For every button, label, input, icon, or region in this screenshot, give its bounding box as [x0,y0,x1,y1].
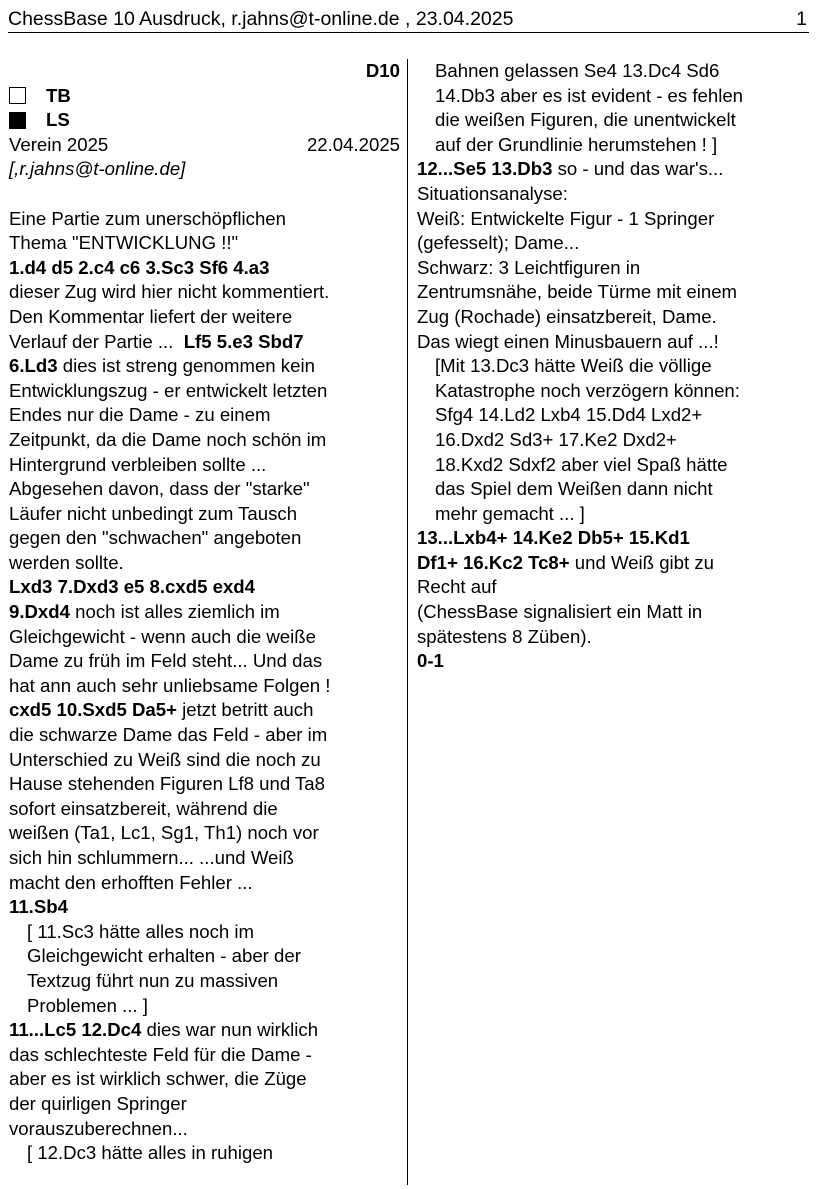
black-player: LS [46,109,70,131]
text-line: 9.Dxd4 noch ist alles ziemlich im [9,601,280,623]
white-player-row [9,84,400,109]
left-column [9,59,400,1166]
move-text: cxd5 10.Sxd5 Da5+ [9,699,177,721]
eco-code: D10 [365,60,400,81]
move-line: 13...Lxb4+ 14.Ke2 Db5+ 15.Kd1 [417,527,690,549]
text-line: Situationsanalyse: [417,182,568,204]
text-line: sich hin schlummern... ...und Weiß [9,847,294,868]
right-column [417,59,809,674]
text-line: weißen (Ta1, Lc1, Sg1, Th1) noch vor [9,822,319,844]
text-line: Recht auf [417,576,497,598]
text-line: die schwarze Dame das Feld - aber im [9,724,328,746]
variation-line: 18.Kxd2 Sdxf2 aber viel Spaß hätte [435,453,728,475]
move-text: 11...Lc5 12.Dc4 [9,1019,142,1041]
variation-line: [Mit 13.Dc3 hätte Weiß die völlige [435,355,712,377]
text-line: vorauszuberechnen... [9,1117,188,1139]
text-line: (ChessBase signalisiert ein Matt in [417,601,703,623]
white-square-icon [9,87,26,104]
text-line: Zeitpunkt, da die Dame noch schön im [9,428,327,450]
text-line: Gleichgewicht - wenn auch die weiße [9,625,316,647]
variation-line: Gleichgewicht erhalten - aber der [27,945,301,967]
text-line: Entwicklungszug - er entwickelt letzten [9,379,328,401]
move-line: Lxd3 7.Dxd3 e5 8.cxd5 exd4 [9,576,255,598]
text-line: Hintergrund verbleiben sollte ... [9,453,267,475]
text-line: der quirligen Springer [9,1092,187,1114]
text-line: Schwarz: 3 Leichtfiguren in [417,256,641,278]
text-line: macht den erhofften Fehler ... [9,871,253,893]
annotator: [,r.jahns@t-online.de] [9,158,186,180]
variation-line: mehr gemacht ... ] [435,502,585,524]
text-line: Zug (Rochade) einsatzbereit, Dame. [417,305,717,327]
text-line: Weiß: Entwickelte Figur - 1 Springer [417,207,715,229]
variation-line: die weißen Figuren, die unentwickelt [435,109,736,131]
white-player: TB [46,84,71,106]
text-line: Verlauf der Partie ... Lf5 5.e3 Sbd7 [9,330,304,352]
variation-line: auf der Grundlinie herumstehen ! ] [435,133,718,155]
variation-line: Textzug führt nun zu massiven [27,969,279,991]
variation-line: das Spiel dem Weißen dann nicht [435,478,713,500]
variation-line: Sfg4 14.Ld2 Lxb4 15.Dd4 Lxd2+ [435,404,703,426]
text-line: Df1+ 16.Kc2 Tc8+ und Weiß gibt zu [417,551,714,573]
text-line: werden sollte. [9,551,124,573]
move-text: Df1+ 16.Kc2 Tc8+ [417,551,570,573]
variation-line: Bahnen gelassen Se4 13.Dc4 Sd6 [435,60,720,81]
text-line: Hause stehenden Figuren Lf8 und Ta8 [9,773,325,795]
text-line: hat ann auch sehr unliebsame Folgen ! [9,674,331,696]
text-line: gegen den "schwachen" angeboten [9,527,302,549]
text-line: cxd5 10.Sxd5 Da5+ jetzt betritt auch [9,699,314,721]
text-line: Läufer nicht unbedingt zum Tausch [9,502,298,524]
variation-line: 16.Dxd2 Sd3+ 17.Ke2 Dxd2+ [435,428,677,450]
text-line: Abgesehen davon, dass der "starke" [9,478,310,500]
text-line: Thema "ENTWICKLUNG !!" [9,232,239,254]
text-line: Endes nur die Dame - zu einem [9,404,271,426]
text-line: Den Kommentar liefert der weitere [9,305,293,327]
text-line: aber es ist wirklich schwer, die Züge [9,1068,307,1090]
black-square-icon [9,112,26,129]
event-row [9,133,400,158]
move-text: 6.Ld3 [9,355,58,377]
move-text: Lf5 5.e3 Sbd7 [183,330,304,352]
move-line: 11.Sb4 [9,896,68,918]
page-number: 1 [796,8,807,30]
text-line: 6.Ld3 dies ist streng genommen kein [9,355,315,377]
text-line: Dame zu früh im Feld steht... Und das [9,650,323,672]
variation-line: Katastrophe noch verzögern können: [435,379,740,401]
text-line: sofort einsatzbereit, während die [9,797,278,819]
print-header [8,6,809,33]
variation-line: [ 12.Dc3 hätte alles in ruhigen [27,1142,274,1164]
text-line: Unterschied zu Weiß sind die noch zu [9,748,321,770]
header-title: ChessBase 10 Ausdruck, r.jahns@t-online.de , 23.04.2025 [8,8,514,30]
move-text: 12...Se5 13.Db3 [417,158,553,180]
column-divider [407,59,408,1185]
black-player-row [9,108,400,133]
text-line: Das wiegt einen Minusbauern auf ...! [417,330,719,352]
move-line: 1.d4 d5 2.c4 c6 3.Sc3 Sf6 4.a3 [9,256,270,278]
text-line: das schlechteste Feld für die Dame - [9,1043,312,1065]
variation-line: [ 11.Sc3 hätte alles noch im [27,920,255,942]
text-line: 12...Se5 13.Db3 so - und das war's... [417,158,724,180]
game-date: 22.04.2025 [306,133,400,155]
text-line: Eine Partie zum unerschöpflichen [9,207,286,229]
text-line: dieser Zug wird hier nicht kommentiert. [9,281,330,303]
event-name: Verein 2025 [9,133,109,155]
variation-line: Problemen ... ] [27,994,148,1016]
move-text: 9.Dxd4 [9,601,70,623]
text-line: 11...Lc5 12.Dc4 dies war nun wirklich [9,1019,319,1041]
variation-line: 14.Db3 aber es ist evident - es fehlen [435,84,744,106]
text-line: Zentrumsnähe, beide Türme mit einem [417,281,738,303]
text-line: spätestens 8 Züben). [417,625,592,647]
game-result: 0-1 [417,650,444,672]
text-line: (gefesselt); Dame... [417,232,580,254]
